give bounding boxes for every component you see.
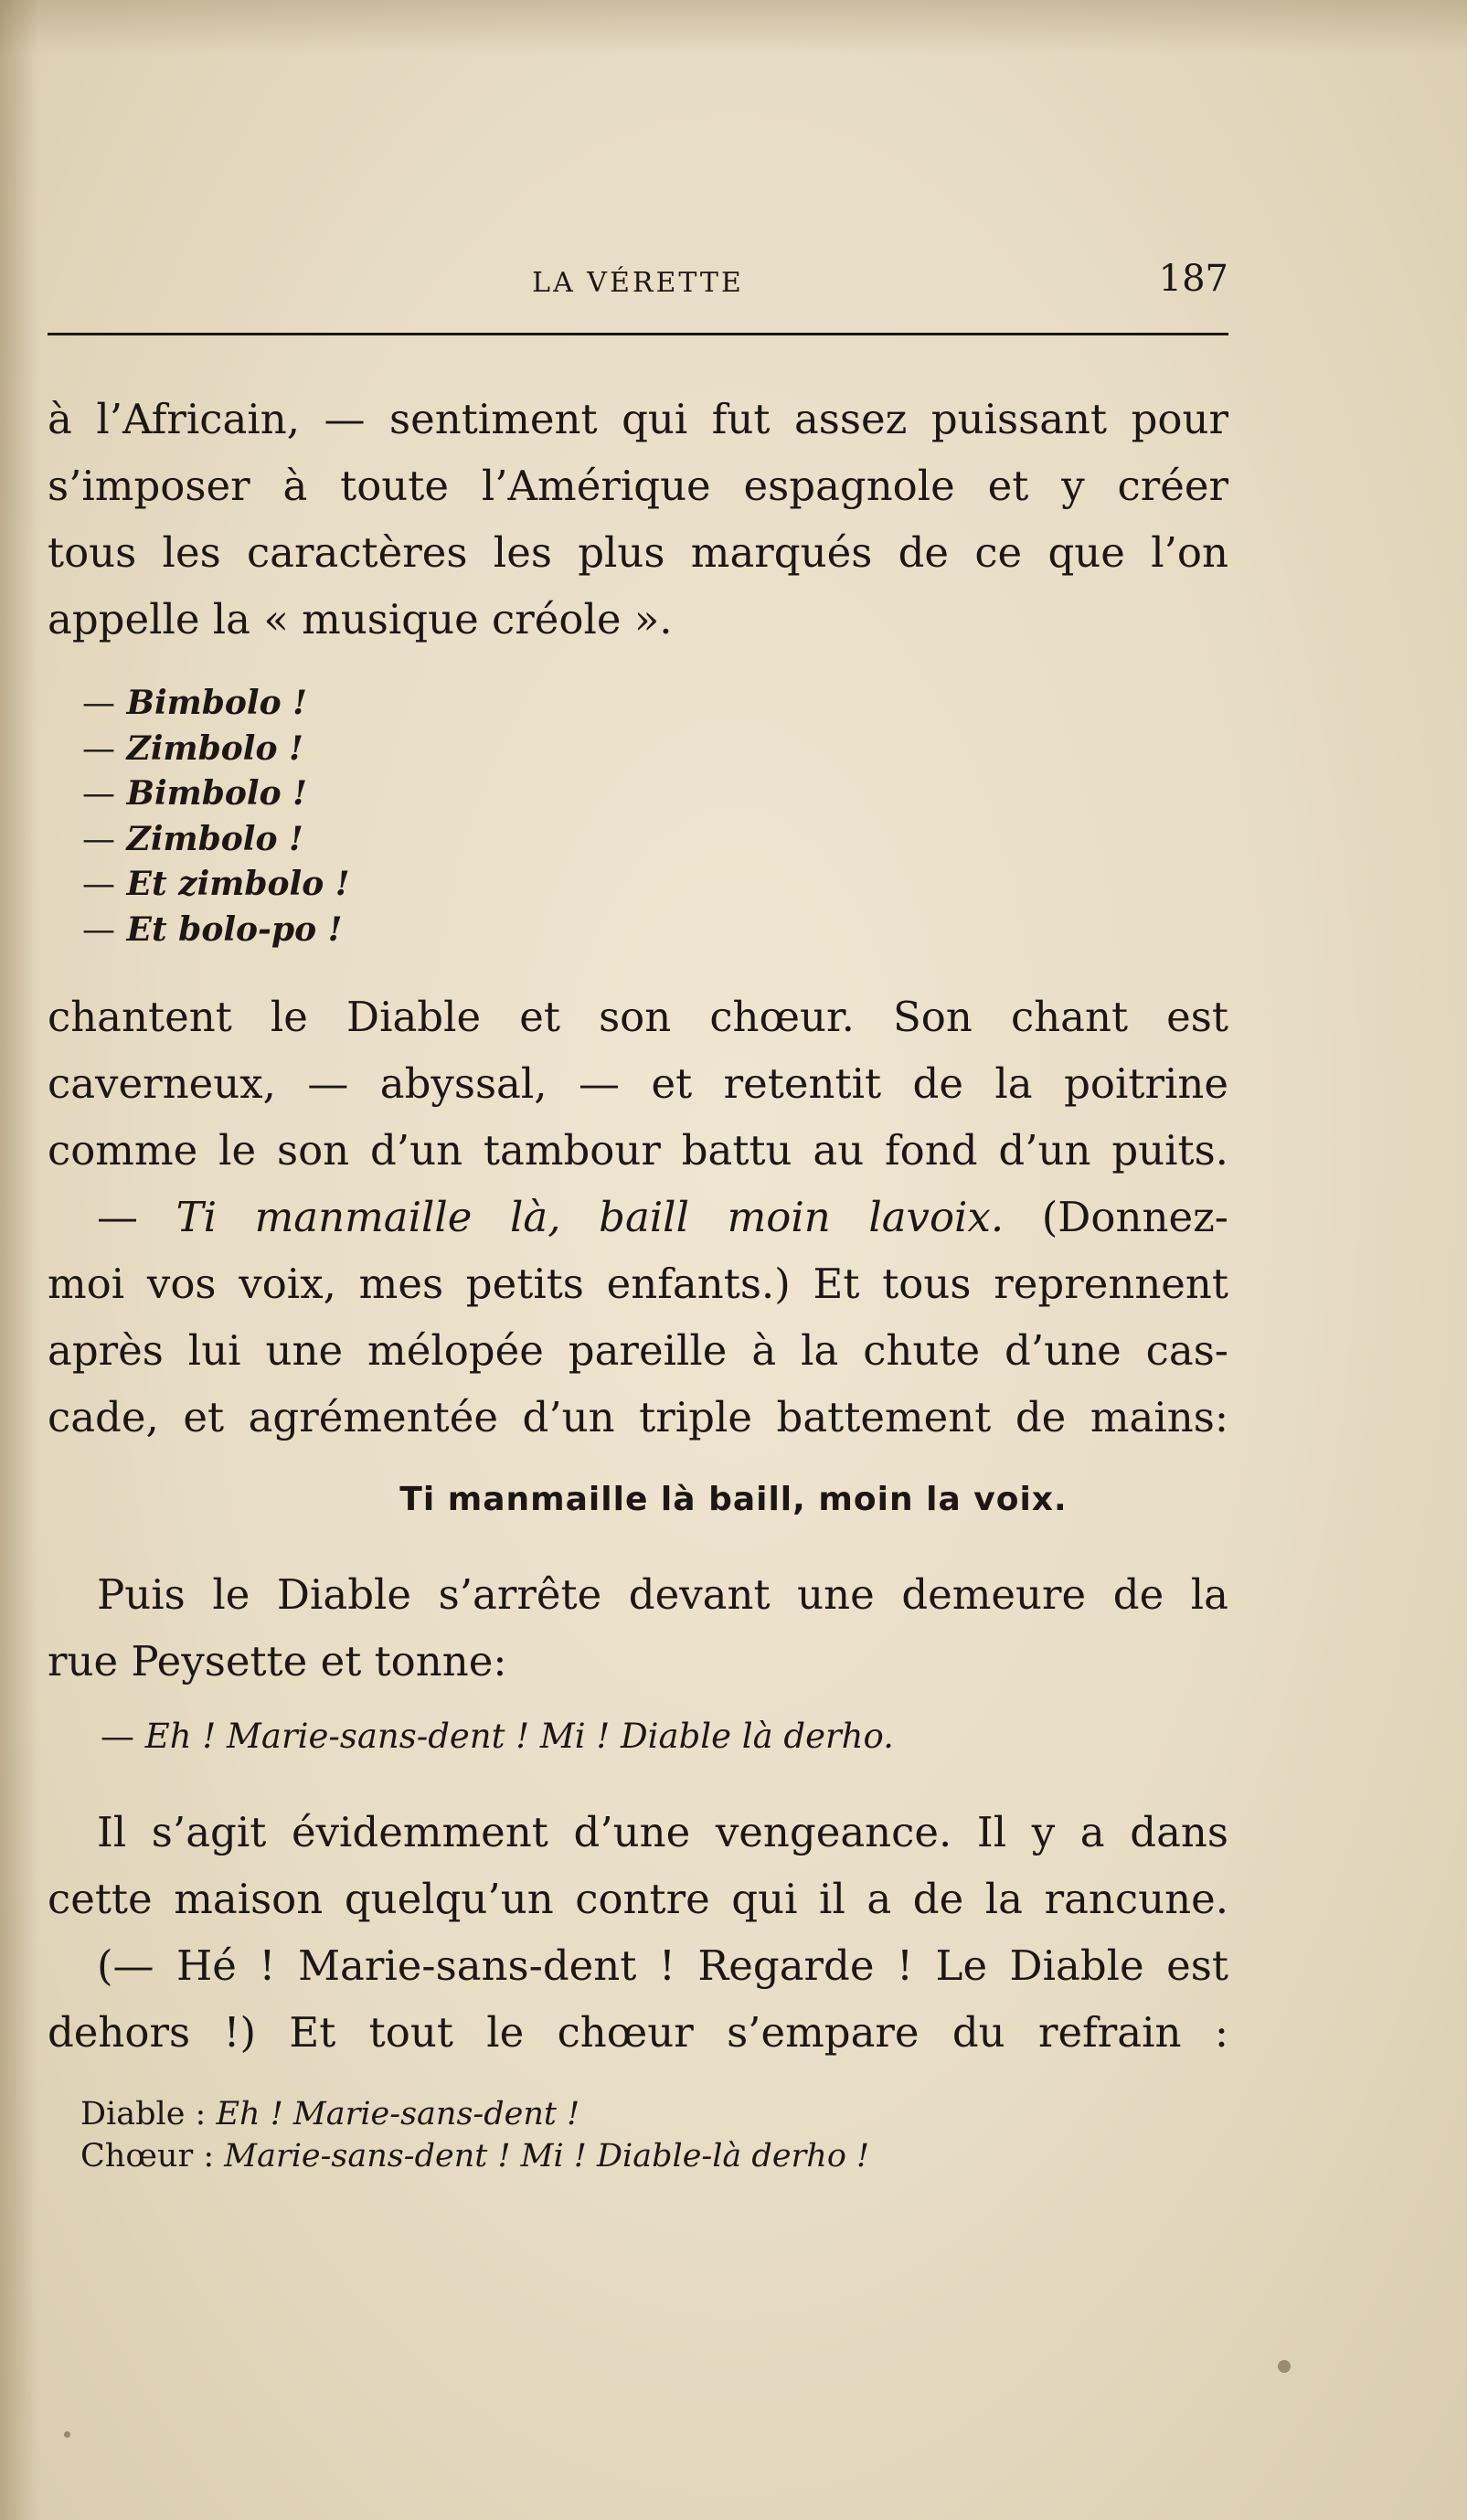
text-line: chantent le Diable et son chœur. Son chant est [48,993,1228,1041]
verse-line: — Zimbolo ! [82,819,303,858]
text-line-dialogue: — Ti manmaille là, baill moin lavoix. (Donnez- [97,1193,1228,1241]
paper-stain [1278,2360,1291,2373]
page-number: 187 [1158,258,1228,300]
paragraph-1 [48,386,1228,653]
text-line: appelle la « musique créole ». [48,595,673,643]
text-line: Il s’agit évidemment d’une vengeance. Il y a dans [97,1808,1228,1856]
paragraph-3 [48,1561,1228,1695]
chorus-line-choeur: Chœur : Marie-sans-dent ! Mi ! Diable-là derho ! [80,2138,870,2174]
song-line: Ti manmaille là baill, moin la voix. [399,1481,1068,1518]
header-rule [48,333,1228,335]
verse-line: — Bimbolo ! [82,774,307,813]
devil-quote: — Eh ! Marie-sans-dent ! Mi ! Diable là derho. [101,1717,894,1756]
text-line: après lui une mélopée pareille à la chute d’une cas- [48,1326,1228,1375]
verse-line: — Bimbolo ! [82,684,307,722]
paragraph-2 [48,984,1228,1451]
verse-line: — Et bolo-po ! [82,909,343,949]
text-line: Puis le Diable s’arrête devant une demeure de la [97,1570,1228,1619]
text-line: caverneux, — abyssal, — et retentit de la poitrine [48,1059,1228,1108]
running-title: LA VÉRETTE [532,267,744,299]
chorus-block [80,2093,869,2177]
text-line: (— Hé ! Marie-sans-dent ! Regarde ! Le Diable est [97,1941,1228,1990]
text-line: moi vos voix, mes petits enfants.) Et tous reprennent [48,1260,1228,1308]
text-line: à l’Africain, — sentiment qui fut assez puissant pour [48,395,1228,443]
text-line: cette maison quelqu’un contre qui il a de la rancune. [48,1875,1228,1923]
verse-line: — Zimbolo ! [82,728,303,768]
paper-stain [64,2431,70,2438]
chorus-line-diable: Diable : Eh ! Marie-sans-dent ! [80,2096,580,2132]
page-header [48,258,1228,305]
text-line: comme le son d’un tambour battu au fond d’un puits. [48,1126,1228,1175]
verse-bimbolo [82,681,350,952]
paragraph-4 [48,1799,1228,2066]
page-top-shadow [0,0,1467,55]
verse-line: — Et zimbolo ! [82,865,350,903]
text-line: cade, et agrémentée d’un triple battement de mains: [48,1393,1228,1441]
text-line: tous les caractères les plus marqués de ce que l’on [48,528,1228,577]
text-line: rue Peysette et tonne: [48,1637,507,1685]
creole-phrase: Ti manmaille là, baill moin lavoix. [175,1193,1005,1241]
text-line: s’imposer à toute l’Amérique espagnole et y créer [48,462,1228,510]
text-line: dehors !) Et tout le chœur s’empare du refrain : [48,2008,1228,2057]
page-edge-shadow [0,0,38,2520]
